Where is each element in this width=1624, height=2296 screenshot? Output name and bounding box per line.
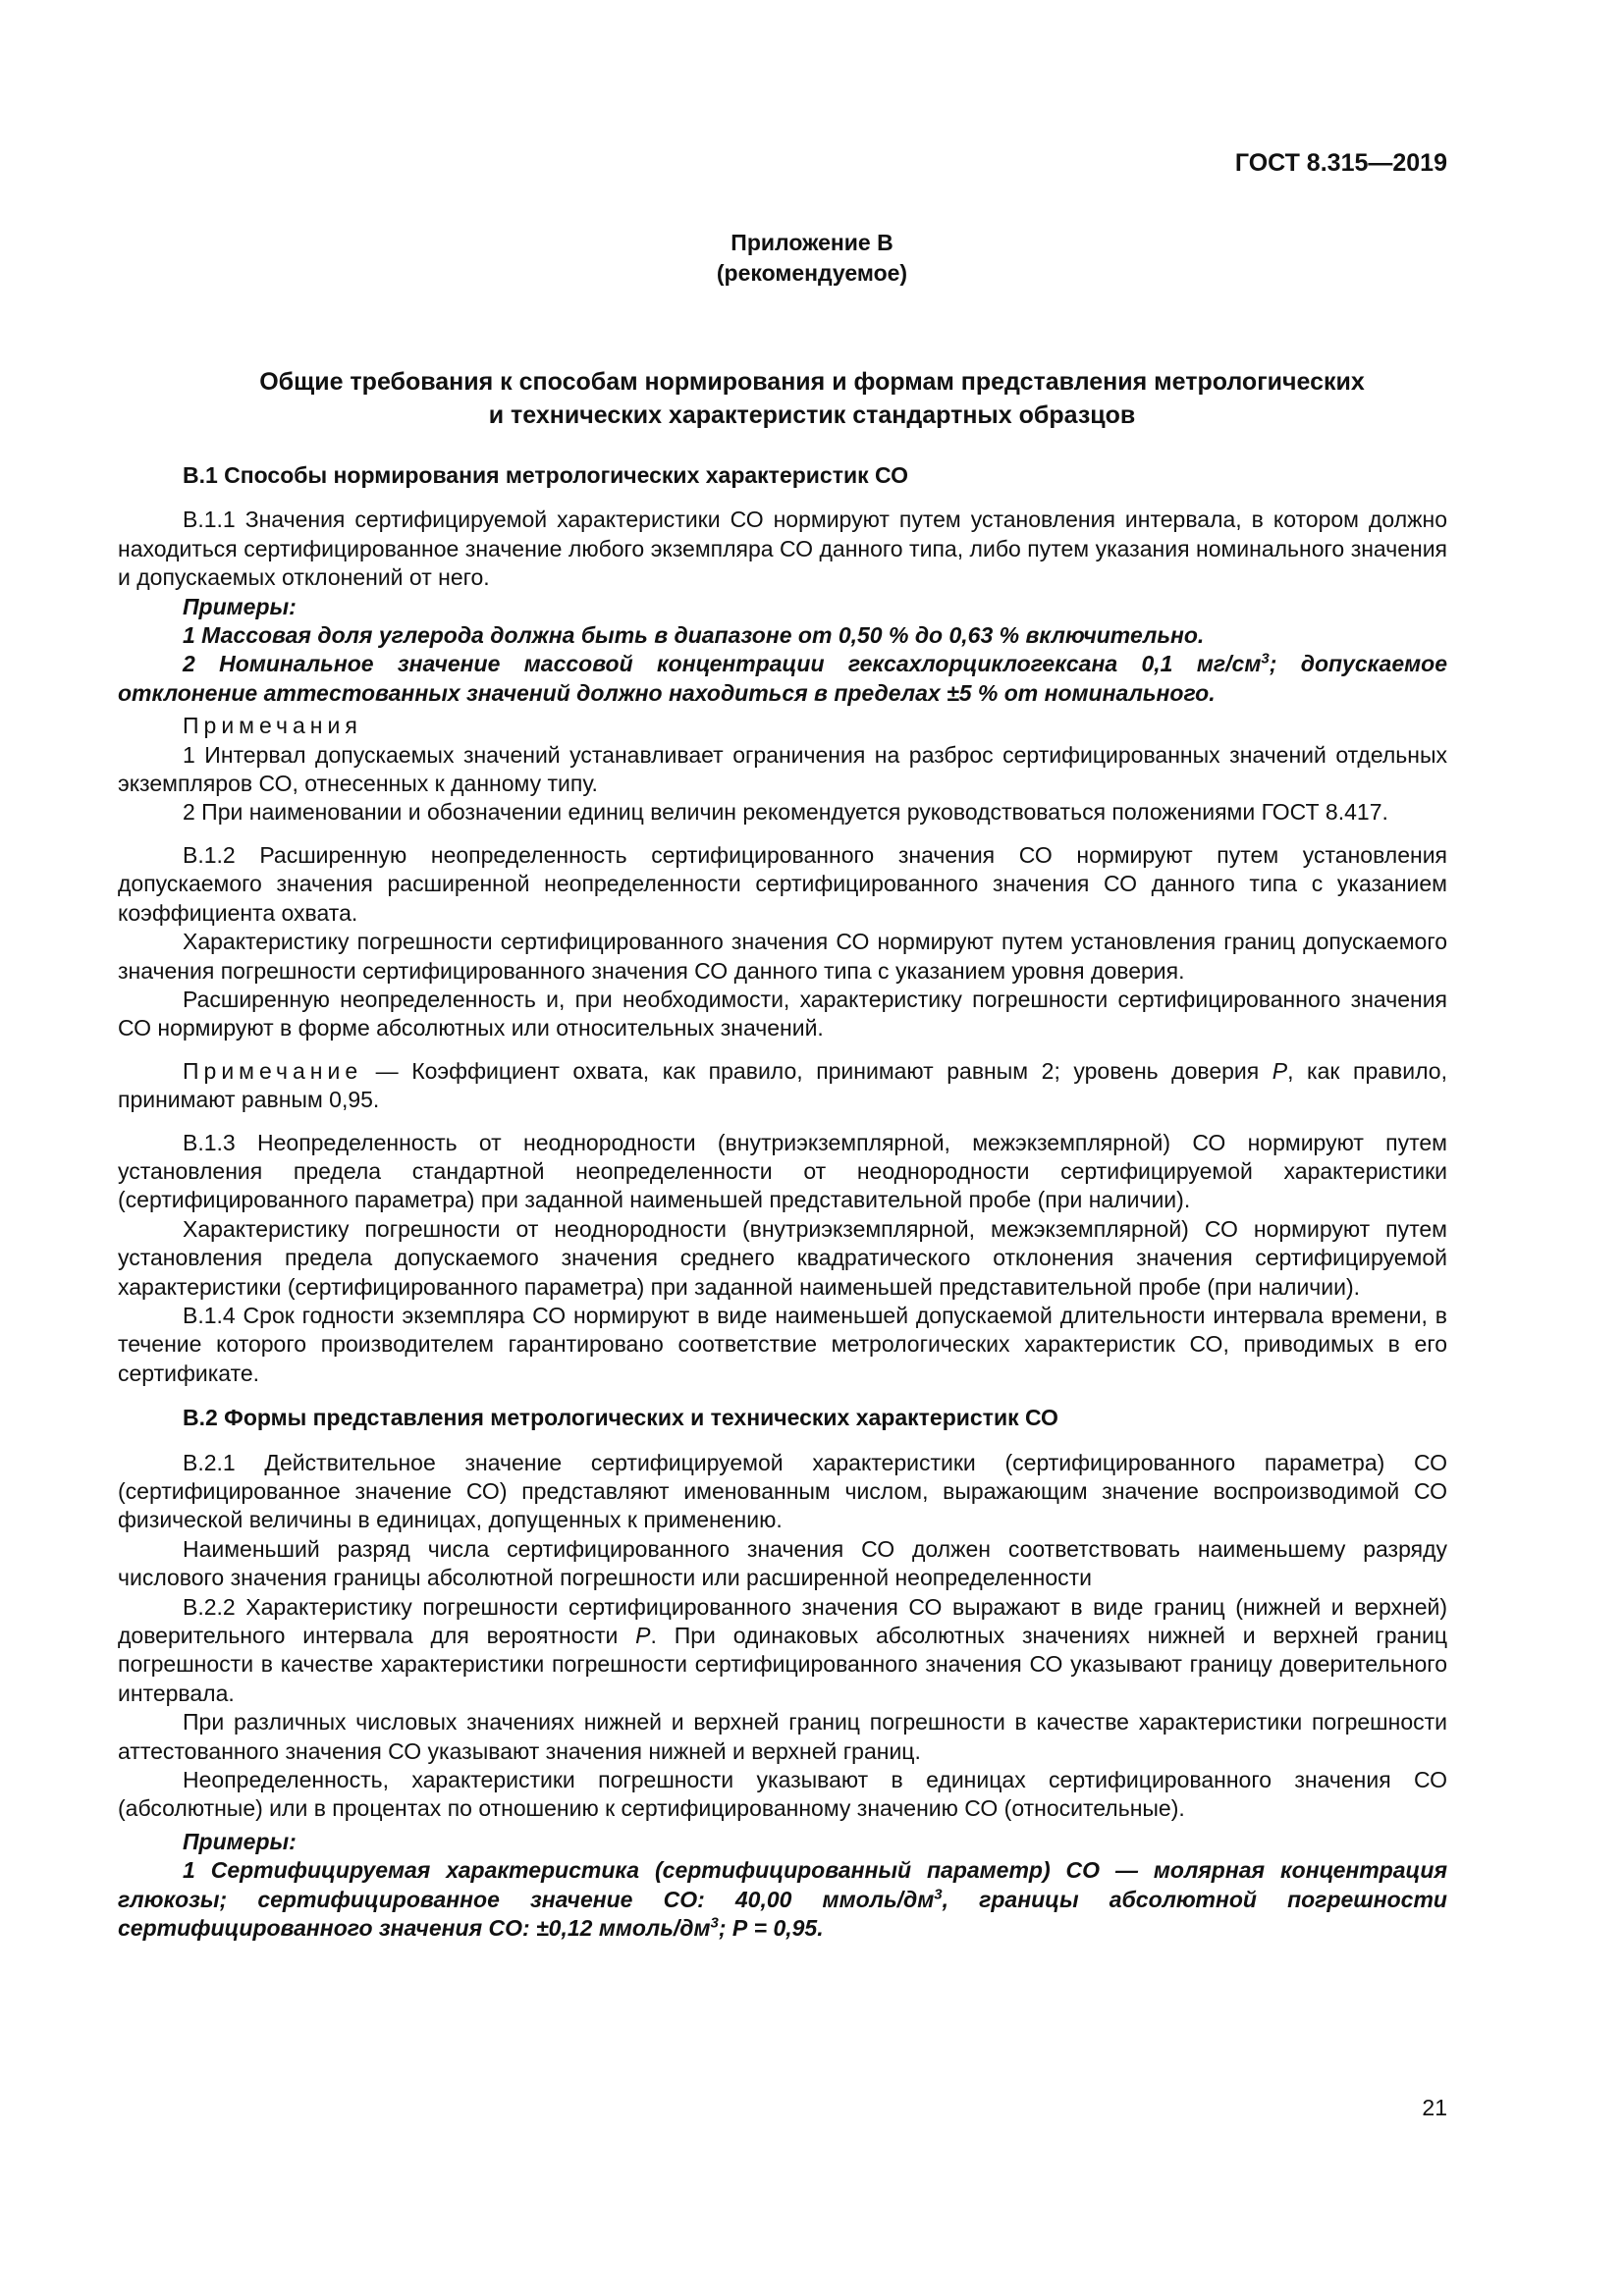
paragraph-b1-2-form: Расширенную неопределенность и, при необходимости, характеристику погрешности сертифицированного значения СО нормируют в форме абсолютных или относительных значений. xyxy=(118,986,1447,1041)
appendix-title: Приложение В xyxy=(731,230,893,255)
note-label: Примечание xyxy=(183,1057,363,1084)
example-b2-1-text-b: , границы абсолютной погрешности сертифицированного значения СО: ±0,12 ммоль/дм xyxy=(118,1886,1447,1942)
paragraph-b2-2-symbol-p: Р xyxy=(635,1623,651,1649)
note-text-b: , как правило, принимают равным 0,95. xyxy=(118,1057,1447,1113)
example-2 xyxy=(118,650,1447,708)
section-heading-b1: В.1 Способы нормирования метрологических характеристик СО xyxy=(183,462,908,488)
paragraph-b2-2-bounds: При различных числовых значениях нижней и верхней границ погрешности в качестве характеристики погрешности аттестованного значения СО указывают значения нижней и верхней границ. xyxy=(118,1709,1447,1764)
appendix-heading xyxy=(0,228,1624,289)
note-1: 1 Интервал допускаемых значений устанавливает ограничения на разброс сертифицированных значений отдельных экземпляров СО, отнесенных к данному типу. xyxy=(118,741,1447,797)
example-b2-1-text-a: 1 Сертифицируемая характеристика (сертифицированный параметр) СО — молярная концентрация глюкозы; сертифицированное значение СО: 40,00 ммоль/дм xyxy=(118,1857,1447,1912)
note-symbol-p: Р xyxy=(1272,1057,1288,1084)
example-b2-1-superscript-2: 3 xyxy=(710,1914,719,1932)
example-1: 1 Массовая доля углерода должна быть в диапазоне от 0,50 % до 0,63 % включительно. xyxy=(183,622,1205,649)
example-2-text-b: ; допускаемое отклонение аттестованных значений должно находиться в пределах ±5 % от номинального. xyxy=(118,651,1447,706)
example-b2-1-superscript-1: 3 xyxy=(934,1886,943,1903)
paragraph-b1-2-error: Характеристику погрешности сертифицированного значения СО нормируют путем установления границ допускаемого значения погрешности сертифицированного значения СО данного типа с указанием уровня доверия. xyxy=(118,929,1447,984)
notes-label: Примечания xyxy=(183,713,362,739)
paragraph-b1-3-error: Характеристику погрешности от неоднородности (внутриэкземплярной, межэкземплярной) СО нормируют путем установления предела допускаемого значения среднего квадратического отклонения значения сертифицируемой характеристики (сертифицированного параметра) при заданной наименьшей представительной пробе (при наличии). xyxy=(118,1215,1447,1300)
paragraph-b1-1: В.1.1 Значения сертифицируемой характеристики СО нормируют путем установления интервала, в котором должно находиться сертифицированное значение любого экземпляра СО данного типа, либо путем указания номинального значения и допускаемых отклонений от него. xyxy=(118,507,1447,591)
example-b2-1-text-c: ; Р = 0,95. xyxy=(718,1915,824,1942)
example-2-superscript: 3 xyxy=(1261,650,1270,667)
paragraph-b1-3: В.1.3 Неопределенность от неоднородности (внутриэкземплярной, межэкземплярной) СО нормируют путем установления предела стандартной неопределенности от неоднородности сертифицируемой характеристики (сертифицированного параметра) при заданной наименьшей представительной пробе (при наличии). xyxy=(118,1129,1447,1213)
note-text-a: — Коэффициент охвата, как правило, принимают равным 2; уровень доверия xyxy=(362,1057,1272,1084)
paragraph-b2-2 xyxy=(118,1593,1447,1709)
document-body xyxy=(118,461,1447,1944)
examples-label: Примеры: xyxy=(183,593,297,619)
paragraph-b2-2-text-b: . При одинаковых абсолютных значениях нижней и верхней границ погрешности в качестве характеристики погрешности сертифицированного значения СО указывают границу доверительного интервала. xyxy=(118,1623,1448,1706)
section-heading-b2: В.2 Формы представления метрологических и технических характеристик СО xyxy=(183,1405,1058,1431)
note-coverage-factor xyxy=(118,1057,1447,1115)
paragraph-b2-1: В.2.1 Действительное значение сертифицируемой характеристики (сертифицированного параметра) СО (сертифицированное значение СО) представляют именованным числом, выражающим значение воспроизводимой СО физической величины в единицах, допущенных к применению. xyxy=(118,1449,1447,1533)
paragraph-b2-2-units: Неопределенность, характеристики погрешности указывают в единицах сертифицированного значения СО (абсолютные) или в процентах по отношению к сертифицированному значению СО (относительные). xyxy=(118,1767,1447,1822)
paragraph-b1-2: В.1.2 Расширенную неопределенность сертифицированного значения СО нормируют путем установления допускаемого значения расширенной неопределенности сертифицированного значения СО данного типа с указанием коэффициента охвата. xyxy=(118,841,1447,926)
document-title-line-1: Общие требования к способам нормирования и формам представления метрологических xyxy=(259,368,1365,396)
paragraph-b2-1-digit: Наименьший разряд числа сертифицированного значения СО должен соответствовать наименьшему разряду числового значения границы абсолютной погрешности или расширенной неопределенности xyxy=(118,1535,1447,1591)
example-b2-1 xyxy=(118,1856,1447,1943)
examples-label-b2: Примеры: xyxy=(183,1828,297,1854)
page-number: 21 xyxy=(1422,2095,1447,2120)
paragraph-b1-4: В.1.4 Срок годности экземпляра СО нормируют в виде наименьшей допускаемой длительности интервала времени, в течение которого производителем гарантировано соответствие метрологических характеристик СО, приводимых в его сертификате. xyxy=(118,1302,1447,1386)
appendix-status: (рекомендуемое) xyxy=(716,260,908,286)
document-title xyxy=(157,365,1467,432)
document-code: ГОСТ 8.315—2019 xyxy=(1234,149,1447,177)
document-title-line-2: и технических характеристик стандартных образцов xyxy=(488,401,1136,429)
note-2: 2 При наименовании и обозначении единиц величин рекомендуется руководствоваться положениями ГОСТ 8.417. xyxy=(183,799,1388,826)
example-2-text-a: 2 Номинальное значение массовой концентрации гексахлорциклогексана 0,1 мг/см xyxy=(183,651,1262,677)
paragraph-b2-2-text-a: В.2.2 Характеристику погрешности сертифицированного значения СО выражают в виде границ (нижней и верхней) доверительного интервала для вероятности xyxy=(118,1593,1447,1649)
